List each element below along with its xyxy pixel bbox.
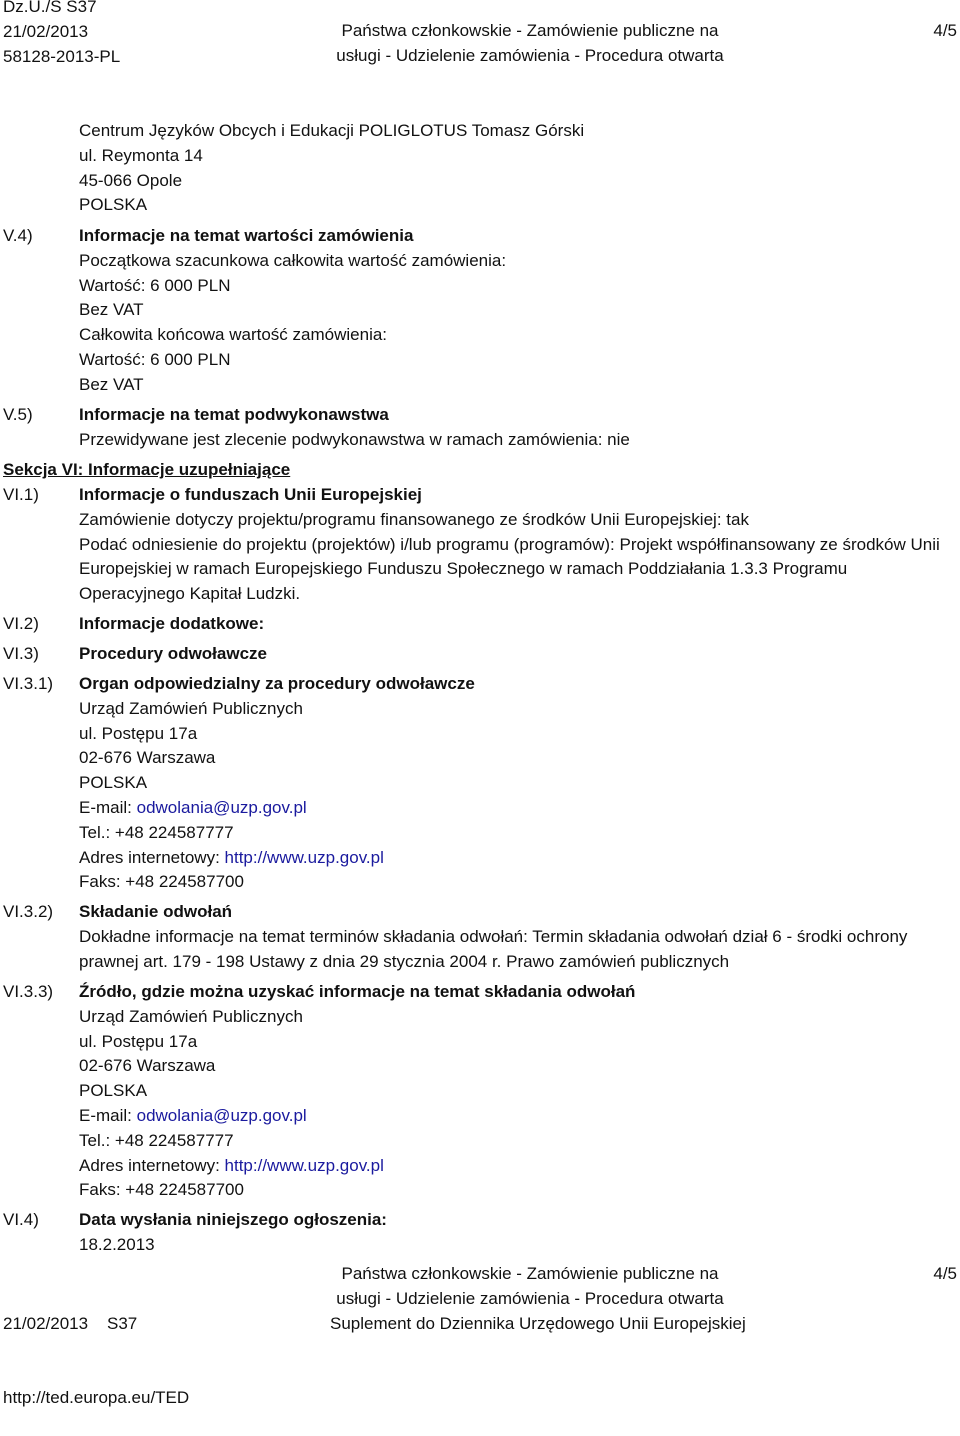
value-line: Początkowa szacunkowa całkowita wartość zamówienia:	[79, 250, 507, 270]
dispatch-date: 18.2.2013	[79, 1234, 155, 1254]
value-line: Bez VAT	[79, 300, 144, 320]
address-line: ul. Reymonta 14	[79, 145, 203, 165]
section-vi2-title: Informacje dodatkowe:	[79, 614, 265, 633]
address-line: 02-676 Warszawa	[79, 1056, 216, 1076]
value-line: Wartość: 6 000 PLN	[79, 349, 231, 369]
section-vi1	[79, 483, 946, 607]
address-line: ul. Postępu 17a	[79, 723, 198, 743]
address-line: 45-066 Opole	[79, 170, 183, 190]
section-vi1-title: Informacje o funduszach Unii Europejskiej	[79, 485, 422, 504]
email-row	[79, 796, 946, 821]
section-v4	[79, 224, 946, 398]
page-footer-left	[3, 1262, 189, 1436]
section-vi33	[79, 980, 946, 1203]
address-line: POLSKA	[79, 773, 148, 793]
section-vi32	[79, 900, 946, 974]
section-number-v5: V.5)	[3, 405, 33, 424]
footer-supplement: Suplement do Dziennika Urzędowego Unii Europejskiej	[330, 1313, 746, 1333]
eu-project-reference: Podać odniesienie do projektu (projektów) i/lub programu (programów): Projekt współfinansowany ze środków Unii Europejskiej w ramach Europejskiego Funduszu Społecznego w ramach Poddziałania 1.3.3 Programu Operacyjnego Kapitał Ludzki.	[79, 534, 940, 604]
contracting-address	[79, 119, 946, 218]
header-date: 21/02/2013	[3, 21, 89, 41]
section-vi31-title: Organ odpowiedzialny za procedury odwoławcze	[79, 674, 475, 693]
journal-ref: Dz.U./S S37	[3, 0, 97, 16]
header-title-line-2: usługi - Udzielenie zamówienia - Procedura otwarta	[336, 45, 724, 65]
eu-funds-text: Zamówienie dotyczy projektu/programu finansowanego ze środków Unii Europejskiej: tak	[79, 509, 749, 529]
section-number-vi31: VI.3.1)	[3, 674, 54, 693]
section-number-v4: V.4)	[3, 226, 33, 245]
section-vi31	[79, 672, 946, 895]
value-line: Wartość: 6 000 PLN	[79, 275, 231, 295]
section-v4-title: Informacje na temat wartości zamówienia	[79, 226, 414, 245]
phone-row: Tel.: +48 224587777	[79, 822, 234, 842]
section-number-vi4: VI.4)	[3, 1210, 39, 1229]
header-page-number: 4/5	[933, 21, 957, 40]
fax-row: Faks: +48 224587700	[79, 872, 244, 892]
address-line: Urząd Zamówień Publicznych	[79, 1006, 303, 1026]
section-v5-title: Informacje na temat podwykonawstwa	[79, 405, 389, 424]
footer-date-issue: 21/02/2013 S37	[3, 1313, 138, 1333]
address-line: POLSKA	[79, 1081, 148, 1101]
value-line: Bez VAT	[79, 374, 144, 394]
website-row	[79, 846, 946, 871]
footer-title-line-1: Państwa członkowskie - Zamówienie publiczne na	[341, 1264, 719, 1283]
page-footer-center	[330, 1262, 746, 1336]
website-link[interactable]: http://www.uzp.gov.pl	[224, 847, 384, 867]
website-label: Adres internetowy:	[79, 1155, 225, 1175]
subcontracting-text: Przewidywane jest zlecenie podwykonawstwa w ramach zamówienia: nie	[79, 429, 630, 449]
footer-url[interactable]: http://ted.europa.eu/TED	[3, 1387, 190, 1407]
email-label: E-mail:	[79, 1105, 137, 1125]
address-line: Centrum Języków Obcych i Edukacji POLIGLOTUS Tomasz Górski	[79, 121, 585, 140]
email-link[interactable]: odwolania@uzp.gov.pl	[136, 797, 307, 817]
page-header-left	[3, 0, 120, 69]
address-line: ul. Postępu 17a	[79, 1031, 198, 1051]
section-vi33-title: Źródło, gdzie można uzyskać informacje na temat składania odwołań	[79, 982, 636, 1001]
section-number-vi32: VI.3.2)	[3, 902, 54, 921]
website-label: Adres internetowy:	[79, 847, 225, 867]
address-line: POLSKA	[79, 195, 148, 215]
footer-page-number: 4/5	[933, 1264, 957, 1283]
phone-row: Tel.: +48 224587777	[79, 1130, 234, 1150]
section-vi-title: Sekcja VI: Informacje uzupełniające	[3, 460, 291, 479]
website-row	[79, 1154, 946, 1179]
section-vi4-title: Data wysłania niniejszego ogłoszenia:	[79, 1210, 387, 1229]
website-link[interactable]: http://www.uzp.gov.pl	[224, 1155, 384, 1175]
section-v5	[79, 403, 946, 453]
section-number-vi1: VI.1)	[3, 485, 39, 504]
fax-row: Faks: +48 224587700	[79, 1180, 244, 1200]
email-label: E-mail:	[79, 797, 137, 817]
section-number-vi2: VI.2)	[3, 614, 39, 633]
email-link[interactable]: odwolania@uzp.gov.pl	[136, 1105, 307, 1125]
section-vi4	[79, 1208, 946, 1258]
value-line: Całkowita końcowa wartość zamówienia:	[79, 325, 388, 345]
header-title-line-1: Państwa członkowskie - Zamówienie publiczne na	[341, 21, 719, 40]
page-header-center	[330, 19, 730, 69]
address-line: Urząd Zamówień Publicznych	[79, 698, 303, 718]
section-vi3-title: Procedury odwoławcze	[79, 644, 267, 663]
footer-title-line-2: usługi - Udzielenie zamówienia - Procedura otwarta	[336, 1288, 724, 1308]
notice-number: 58128-2013-PL	[3, 46, 121, 66]
address-line: 02-676 Warszawa	[79, 748, 216, 768]
appeals-deadline-text: Dokładne informacje na temat terminów składania odwołań: Termin składania odwołań dział 6 - środki ochrony prawnej art. 179 - 198 Ustawy z dnia 29 stycznia 2004 r. Prawo zamówień publicznych	[79, 926, 908, 971]
section-vi32-title: Składanie odwołań	[79, 902, 233, 921]
section-number-vi33: VI.3.3)	[3, 982, 54, 1001]
section-number-vi3: VI.3)	[3, 644, 39, 663]
email-row	[79, 1104, 946, 1129]
